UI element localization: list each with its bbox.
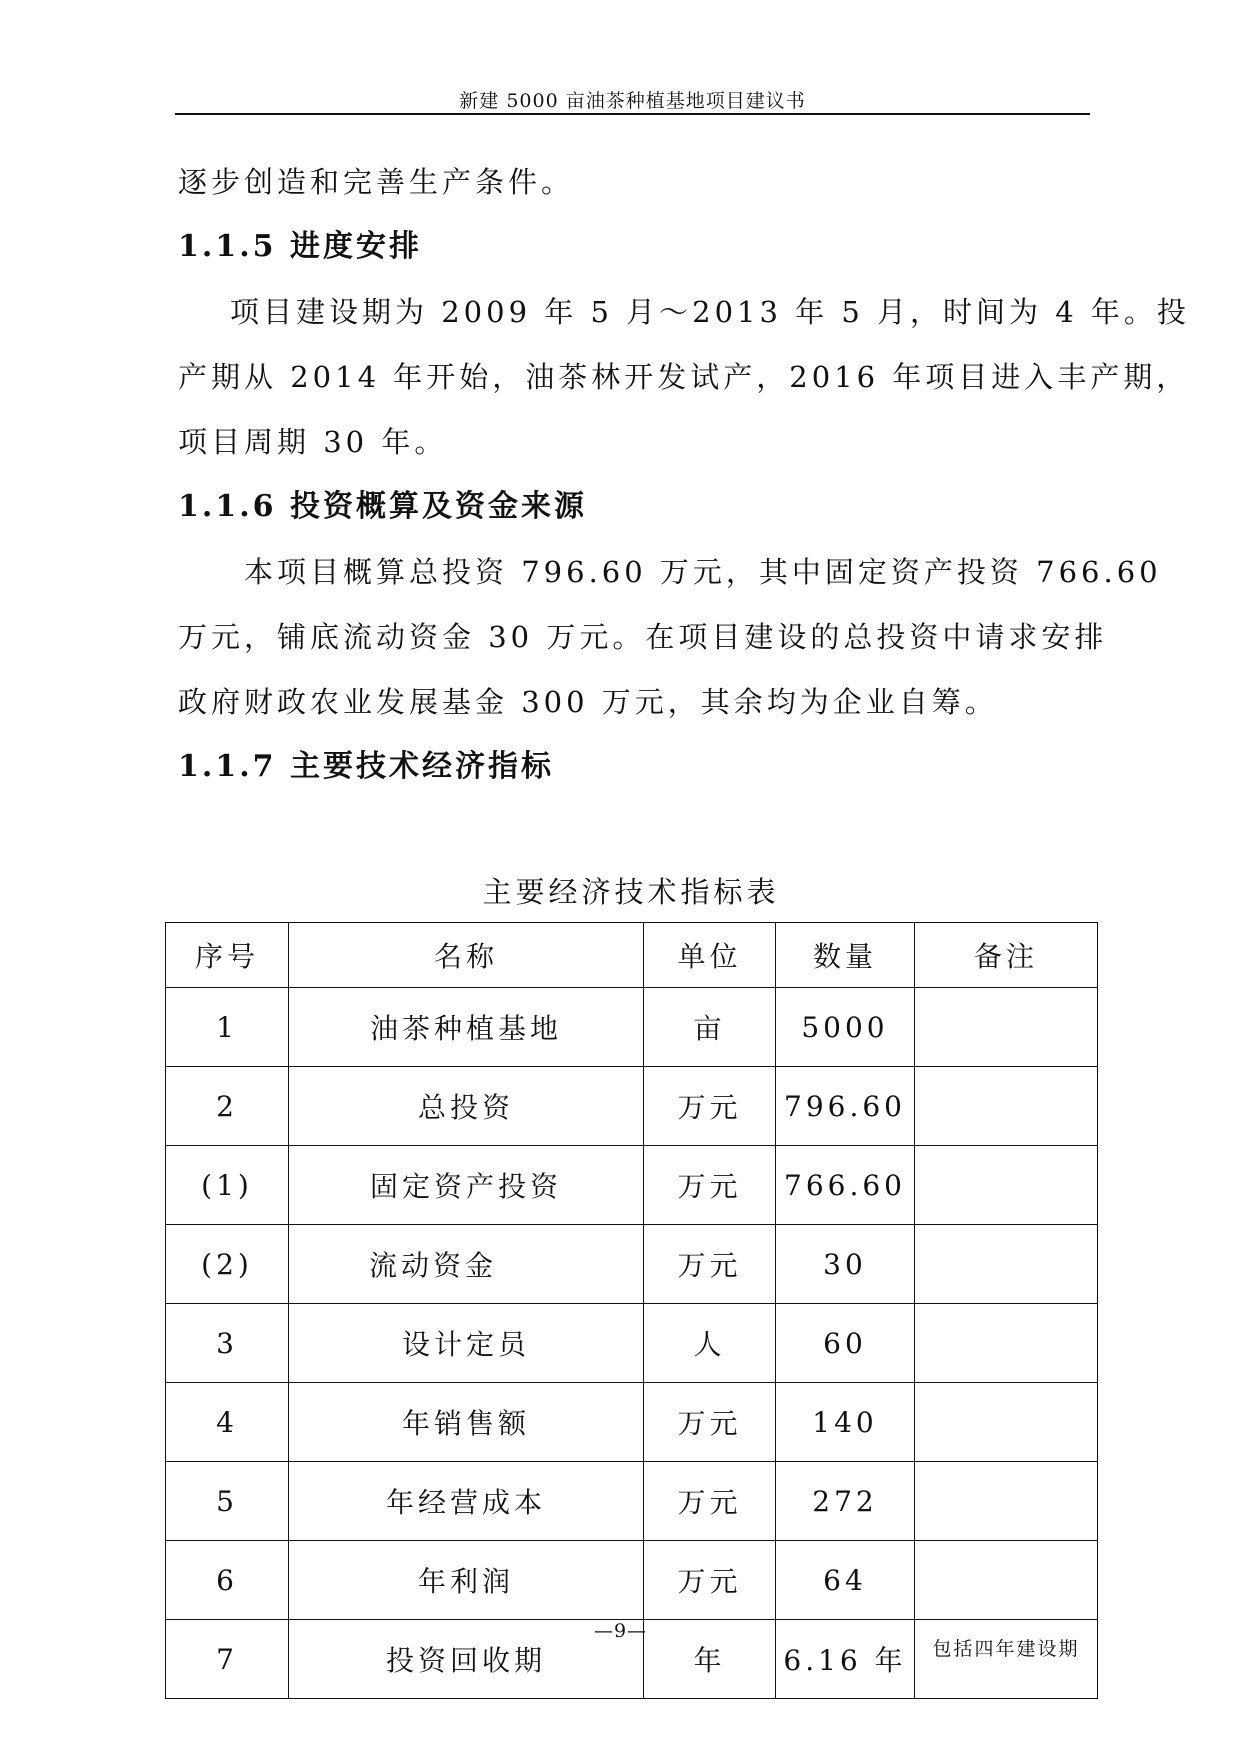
cell-quantity: 5000	[776, 988, 915, 1067]
cell-remarks: 包括四年建设期	[915, 1620, 1098, 1699]
column-header-index: 序号	[166, 923, 289, 988]
cell-remarks	[915, 1067, 1098, 1146]
table-row	[166, 1225, 1098, 1304]
paragraph-schedule-line-3: 项目周期 30 年。	[178, 425, 448, 459]
cell-quantity: 766.60	[776, 1146, 915, 1225]
cell-unit: 万元	[644, 1146, 776, 1225]
cell-remarks	[915, 988, 1098, 1067]
cell-quantity: 60	[776, 1304, 915, 1383]
cell-unit: 人	[644, 1304, 776, 1383]
cell-remarks	[915, 1146, 1098, 1225]
cell-index: 1	[166, 988, 289, 1067]
cell-quantity: 140	[776, 1383, 915, 1462]
cell-quantity: 64	[776, 1541, 915, 1620]
cell-name: 年利润	[289, 1541, 644, 1620]
paragraph-continued: 逐步创造和完善生产条件。	[178, 165, 575, 199]
paragraph-investment-line-2: 万元，铺底流动资金 30 万元。在项目建设的总投资中请求安排	[178, 620, 1108, 654]
cell-index: 3	[166, 1304, 289, 1383]
cell-unit: 万元	[644, 1462, 776, 1541]
cell-index: 2	[166, 1067, 289, 1146]
paragraph-schedule-line-2: 产期从 2014 年开始，油茶林开发试产，2016 年项目进入丰产期，	[178, 360, 1190, 394]
table-header-row	[166, 923, 1098, 988]
table-row	[166, 988, 1098, 1067]
paragraph-investment-line-3: 政府财政农业发展基金 300 万元，其余均为企业自筹。	[178, 685, 998, 719]
cell-unit: 年	[644, 1620, 776, 1699]
heading-1-1-5: 1.1.5 进度安排	[178, 229, 422, 264]
cell-remarks	[915, 1541, 1098, 1620]
cell-name: 设计定员	[289, 1304, 644, 1383]
column-header-remarks: 备注	[915, 923, 1098, 988]
indicators-table	[165, 922, 1098, 1699]
paragraph-investment-line-1: 本项目概算总投资 796.60 万元，其中固定资产投资 766.60	[244, 555, 1162, 589]
cell-unit: 万元	[644, 1383, 776, 1462]
cell-unit: 万元	[644, 1225, 776, 1304]
heading-1-1-6: 1.1.6 投资概算及资金来源	[178, 489, 587, 524]
cell-name: 流动资金	[289, 1225, 644, 1304]
cell-remarks	[915, 1383, 1098, 1462]
paragraph-schedule-line-1: 项目建设期为 2009 年 5 月～2013 年 5 月，时间为 4 年。投	[230, 295, 1190, 329]
cell-index: (1)	[166, 1146, 289, 1225]
column-header-unit: 单位	[644, 923, 776, 988]
table-row	[166, 1304, 1098, 1383]
cell-index: (2)	[166, 1225, 289, 1304]
table-row	[166, 1067, 1098, 1146]
cell-remarks	[915, 1304, 1098, 1383]
cell-remarks	[915, 1225, 1098, 1304]
cell-unit: 万元	[644, 1067, 776, 1146]
cell-name: 总投资	[289, 1067, 644, 1146]
cell-name: 油茶种植基地	[289, 988, 644, 1067]
cell-unit: 万元	[644, 1541, 776, 1620]
table-row	[166, 1541, 1098, 1620]
cell-index: 7	[166, 1620, 289, 1699]
cell-quantity: 30	[776, 1225, 915, 1304]
cell-quantity: 6.16 年	[776, 1620, 915, 1699]
table-row	[166, 1146, 1098, 1225]
header-rule	[175, 113, 1090, 115]
cell-quantity: 272	[776, 1462, 915, 1541]
cell-name: 年经营成本	[289, 1462, 644, 1541]
cell-name: 年销售额	[289, 1383, 644, 1462]
cell-remarks	[915, 1462, 1098, 1541]
cell-quantity: 796.60	[776, 1067, 915, 1146]
cell-name: 固定资产投资	[289, 1146, 644, 1225]
cell-name: 投资回收期	[289, 1620, 644, 1699]
column-header-name: 名称	[289, 923, 644, 988]
cell-index: 6	[166, 1541, 289, 1620]
table-row	[166, 1462, 1098, 1541]
running-header: 新建 5000 亩油茶种植基地项目建议书	[459, 90, 806, 112]
page-number: —9—	[593, 1620, 648, 1642]
heading-1-1-7: 1.1.7 主要技术经济指标	[178, 749, 554, 784]
table-caption: 主要经济技术指标表	[482, 875, 780, 909]
cell-unit: 亩	[644, 988, 776, 1067]
cell-index: 4	[166, 1383, 289, 1462]
table-row	[166, 1383, 1098, 1462]
cell-index: 5	[166, 1462, 289, 1541]
column-header-quantity: 数量	[776, 923, 915, 988]
